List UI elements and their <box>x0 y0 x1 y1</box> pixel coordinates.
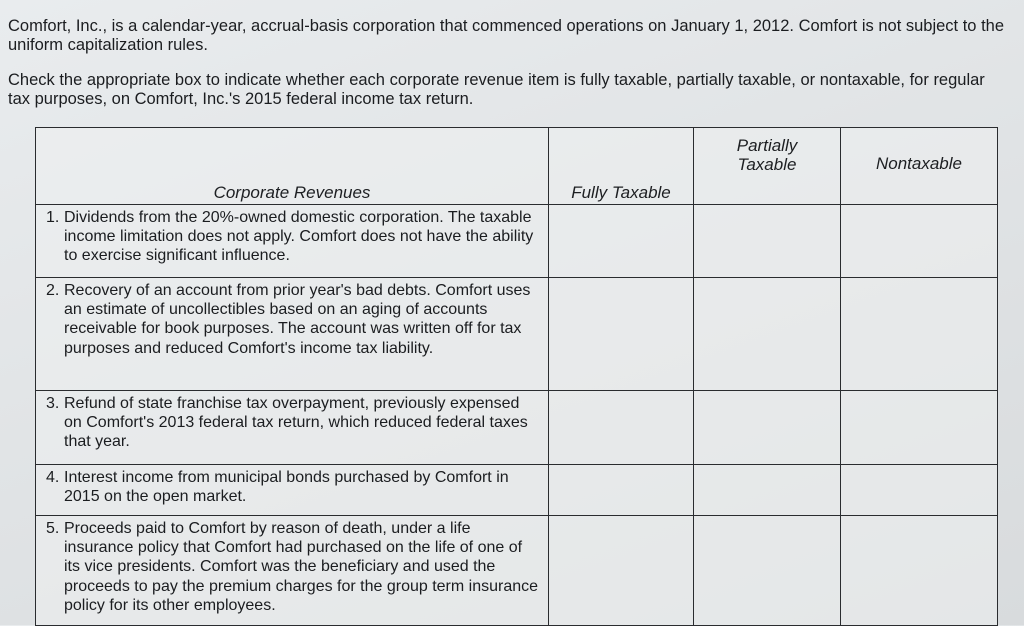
revenue-item <box>36 516 549 626</box>
nontaxable-checkbox[interactable] <box>841 391 998 465</box>
table-header-row <box>36 128 998 205</box>
revenue-item <box>36 391 549 465</box>
revenue-item <box>36 278 549 391</box>
item-description: Dividends from the 20%-owned domestic corporation. The taxable income limitation does not apply. Comfort does not have the ability to exercise significant influence. <box>64 209 534 265</box>
table-row <box>36 516 998 626</box>
table-row <box>36 465 998 516</box>
table-row <box>36 205 998 278</box>
nontaxable-checkbox[interactable] <box>841 278 998 391</box>
partially-taxable-checkbox[interactable] <box>694 516 841 626</box>
partially-taxable-checkbox[interactable] <box>694 205 841 278</box>
item-description: Interest income from municipal bonds purchased by Comfort in 2015 on the open market. <box>64 469 509 506</box>
item-description: Recovery of an account from prior year's bad debts. Comfort uses an estimate of uncollectibles based on an aging of accounts receivable for book purposes. The account was written off for tax purposes and reduced Comfort's income tax liability. <box>64 282 531 357</box>
header-fully-taxable: Fully Taxable <box>549 128 694 205</box>
intro-paragraph: Comfort, Inc., is a calendar-year, accrual-basis corporation that commenced operations on January 1, 2012. Comfort is not subject to the uniform capitalization rules. <box>8 17 1005 54</box>
fully-taxable-checkbox[interactable] <box>549 205 694 278</box>
fully-taxable-checkbox[interactable] <box>549 391 694 465</box>
partially-taxable-checkbox[interactable] <box>694 465 841 516</box>
item-number: 2. <box>46 282 60 299</box>
table-row <box>36 278 998 391</box>
item-number: 3. <box>46 395 60 412</box>
partially-taxable-checkbox[interactable] <box>694 278 841 391</box>
fully-taxable-checkbox[interactable] <box>549 278 694 391</box>
instruction-paragraph: Check the appropriate box to indicate whether each corporate revenue item is fully taxable, partially taxable, or nontaxable, for regular tax purposes, on Comfort, Inc.'s 2015 federal income tax return. <box>8 71 985 108</box>
item-number: 5. <box>46 520 60 537</box>
item-number: 4. <box>46 469 60 486</box>
item-number: 1. <box>46 209 60 226</box>
table-row <box>36 391 998 465</box>
nontaxable-checkbox[interactable] <box>841 516 998 626</box>
revenue-item <box>36 465 549 516</box>
header-nontaxable: Nontaxable <box>841 128 998 205</box>
partially-taxable-checkbox[interactable] <box>694 391 841 465</box>
fully-taxable-checkbox[interactable] <box>549 465 694 516</box>
header-corporate-revenues: Corporate Revenues <box>36 128 549 205</box>
revenue-classification-table <box>35 127 998 626</box>
nontaxable-checkbox[interactable] <box>841 465 998 516</box>
header-partially-taxable: Partially Taxable <box>694 128 841 205</box>
fully-taxable-checkbox[interactable] <box>549 516 694 626</box>
item-description: Refund of state franchise tax overpayment, previously expensed on Comfort's 2013 federal tax return, which reduced federal taxes that year. <box>64 395 528 451</box>
item-description: Proceeds paid to Comfort by reason of death, under a life insurance policy that Comfort had purchased on the life of one of its vice presidents. Comfort was the beneficiary and used the proceeds to pay the premium charges for the group term insurance policy for its other employees. <box>64 520 539 614</box>
nontaxable-checkbox[interactable] <box>841 205 998 278</box>
revenue-item <box>36 205 549 278</box>
